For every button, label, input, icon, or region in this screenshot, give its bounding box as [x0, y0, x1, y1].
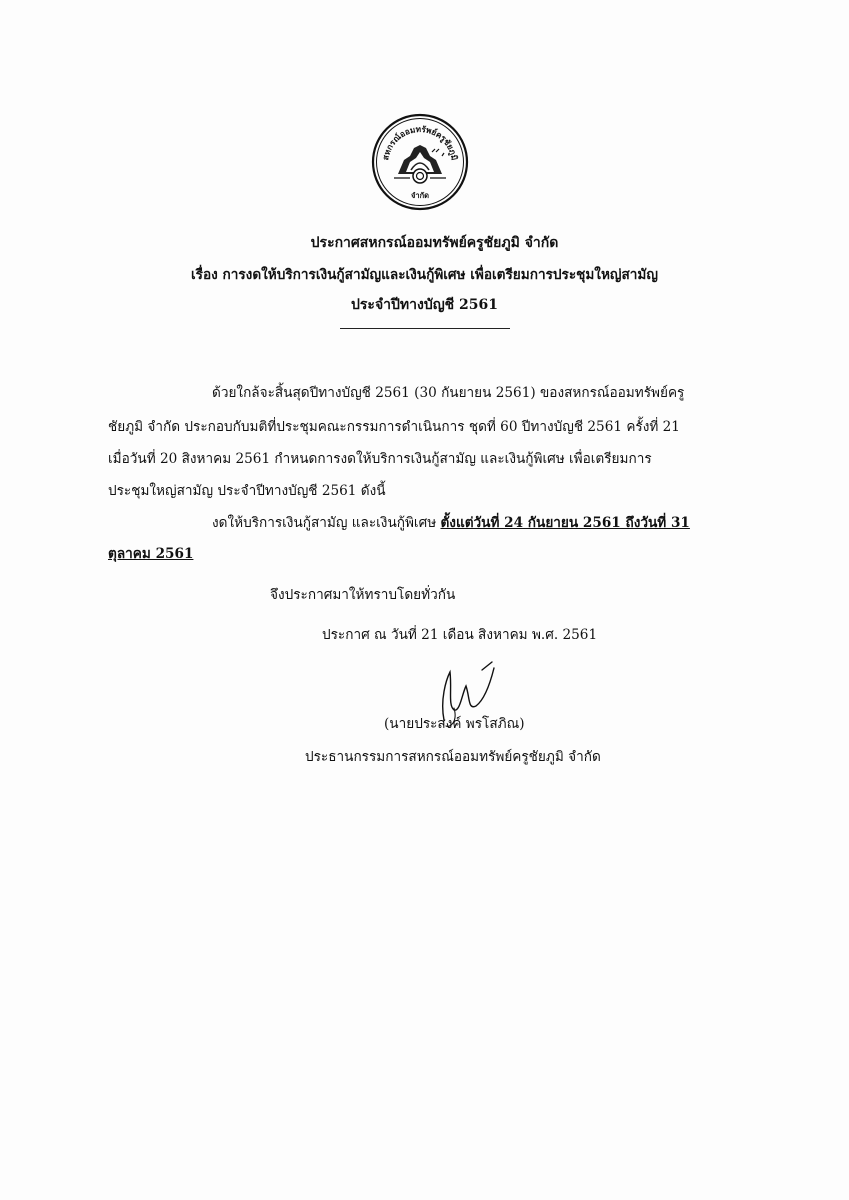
seal-bottom-text: จำกัด [410, 191, 430, 200]
suspension-period: ตั้งแต่วันที่ 24 กันยายน 2561 ถึงวันที่ 31 [440, 515, 690, 531]
suspension-period-end: ตุลาคม 2561 [108, 546, 194, 562]
suspension-lead: งดให้บริการเงินกู้สามัญ และเงินกู้พิเศษ [212, 515, 441, 531]
signatory-name: (นายประสงค์ พรโสภิณ) [384, 716, 525, 732]
announcement-date: ประกาศ ณ วันที่ 21 เดือน สิงหาคม พ.ศ. 2561 [322, 627, 598, 643]
divider-rule [340, 320, 510, 329]
title-divider [0, 318, 849, 332]
suspension-line [212, 511, 690, 533]
cooperative-seal-logo [370, 112, 470, 212]
suspension-line-cont [108, 542, 193, 564]
announcement-subject: เรื่อง การงดให้บริการเงินกู้สามัญและเงินกู้พิเศษ เพื่อเตรียมการประชุมใหญ่สามัญ [191, 267, 658, 283]
paragraph-line: ชัยภูมิ จำกัด ประกอบกับมติที่ประชุมคณะกรรมการดำเนินการ ชุดที่ 60 ปีทางบัญชี 2561 ครั้งที่ 21 [108, 419, 680, 435]
closing-statement: จึงประกาศมาให้ทราบโดยทั่วกัน [270, 587, 456, 603]
paragraph-line: ประชุมใหญ่สามัญ ประจำปีทางบัญชี 2561 ดังนี้ [108, 483, 386, 499]
signatory-position: ประธานกรรมการสหกรณ์ออมทรัพย์ครูชัยภูมิ จำกัด [305, 749, 601, 765]
paragraph-line: เมื่อวันที่ 20 สิงหาคม 2561 กำหนดการงดให้บริการเงินกู้สามัญ และเงินกู้พิเศษ เพื่อเตรียมการ [108, 451, 652, 467]
seal-arc-text: สหกรณ์ออมทรัพย์ครูชัยภูมิ [380, 123, 460, 162]
fiscal-year-line: ประจำปีทางบัญชี 2561 [351, 297, 498, 313]
paragraph-line: ด้วยใกล้จะสิ้นสุดปีทางบัญชี 2561 (30 กันยายน 2561) ของสหกรณ์ออมทรัพย์ครู [212, 385, 685, 401]
announcement-title: ประกาศสหกรณ์ออมทรัพย์ครูชัยภูมิ จำกัด [310, 235, 559, 251]
